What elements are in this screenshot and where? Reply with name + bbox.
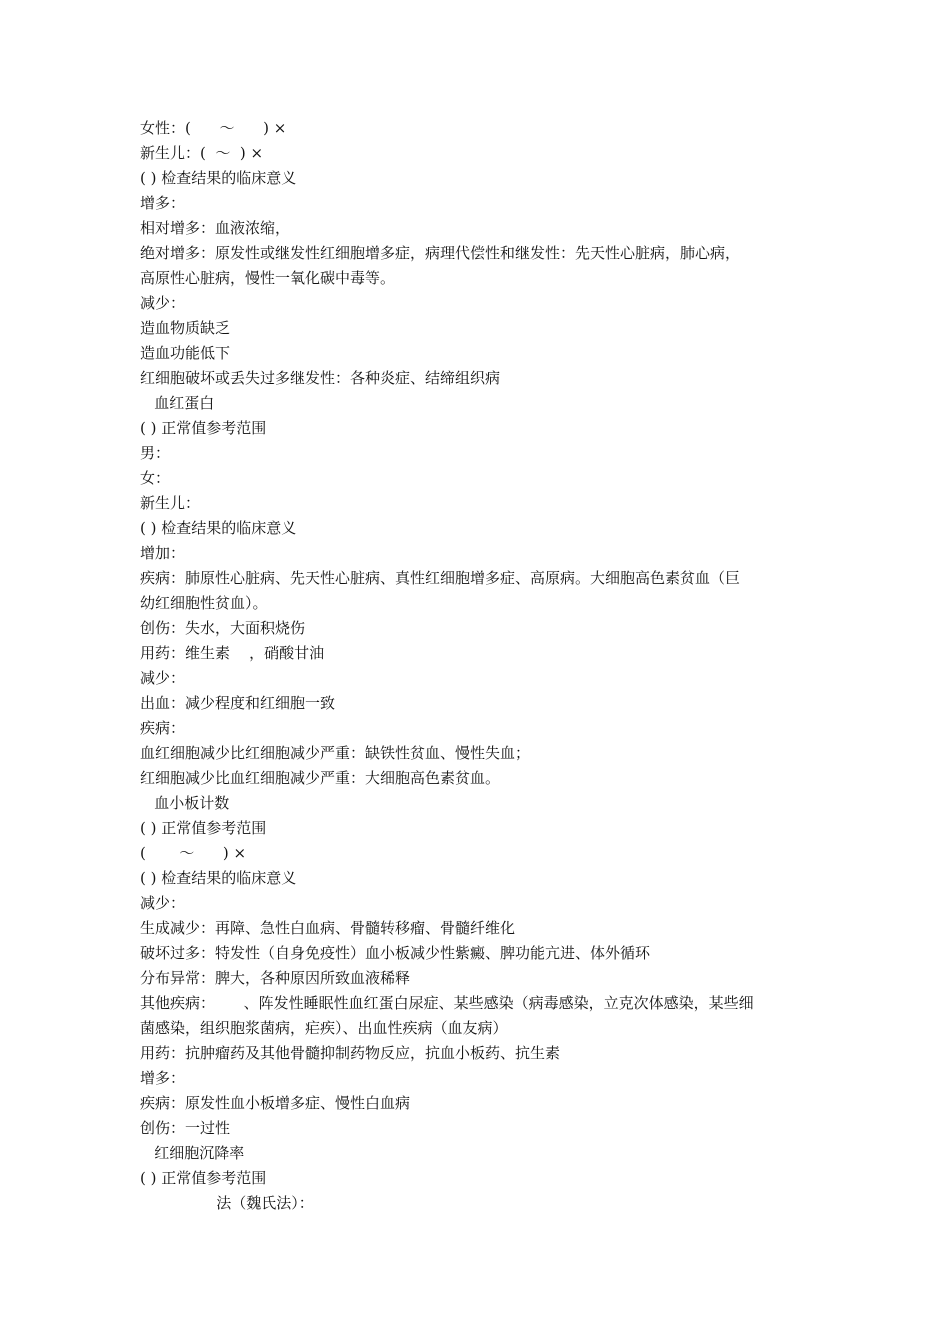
document-body [140, 116, 820, 1216]
text-line: 减少： [140, 894, 186, 912]
text-line: 减少： [140, 294, 186, 312]
text-line: 创伤：失水，大面积烧伤 [140, 619, 306, 637]
text-line: 法（魏氏法）： [140, 1194, 314, 1212]
text-line: 绝对增多：原发性或继发性红细胞增多症，病理代偿性和继发性：先天性心脏病，肺心病， [140, 244, 741, 262]
text-line: 红细胞减少比血红细胞减少严重：大细胞高色素贫血。 [140, 769, 501, 787]
text-line: 女： [140, 469, 171, 487]
text-line: 女性：( ～ ) × [140, 119, 287, 137]
text-line: ( ) 正常值参考范围 [140, 819, 267, 837]
text-line: ( ) 检查结果的临床意义 [140, 519, 297, 537]
section-heading: 血小板计数 [140, 794, 230, 812]
text-line: 生成减少：再障、急性白血病、骨髓转移瘤、骨髓纤维化 [140, 919, 516, 937]
text-line: 创伤：一过性 [140, 1119, 231, 1137]
text-line: 红细胞破坏或丢失过多继发性：各种炎症、结缔组织病 [140, 369, 501, 387]
text-line: 血红细胞减少比红细胞减少严重：缺铁性贫血、慢性失血； [140, 744, 531, 762]
text-line: 幼红细胞性贫血）。 [140, 594, 268, 612]
text-line: ( ) 正常值参考范围 [140, 1169, 267, 1187]
text-line: 增加： [140, 544, 186, 562]
text-line: ( ) 检查结果的临床意义 [140, 869, 297, 887]
text-line: 破坏过多：特发性（自身免疫性）血小板减少性紫癜、脾功能亢进、体外循环 [140, 944, 651, 962]
text-line: 男： [140, 444, 171, 462]
text-line: ( ) 正常值参考范围 [140, 419, 267, 437]
text-line: ( ～ ) × [140, 844, 247, 862]
text-line: 疾病：肺原性心脏病、先天性心脏病、真性红细胞增多症、高原病。大细胞高色素贫血（巨 [140, 569, 741, 587]
text-line: 增多： [140, 194, 186, 212]
text-line: 疾病：原发性血小板增多症、慢性白血病 [140, 1094, 411, 1112]
text-line: ( ) 检查结果的临床意义 [140, 169, 297, 187]
text-line: 增多： [140, 1069, 186, 1087]
text-line: 疾病： [140, 719, 186, 737]
text-line: 出血：减少程度和红细胞一致 [140, 694, 336, 712]
section-heading: 血红蛋白 [140, 394, 215, 412]
text-line: 新生儿：( ～ ) × [140, 144, 264, 162]
text-line: 相对增多：血液浓缩， [140, 219, 291, 237]
text-line: 用药：维生素 ，硝酸甘油 [140, 644, 325, 662]
text-line: 其他疾病： 、阵发性睡眠性血红蛋白尿症、某些感染（病毒感染，立克次体感染，某些细 [140, 994, 754, 1012]
section-heading: 红细胞沉降率 [140, 1144, 245, 1162]
text-line: 减少： [140, 669, 186, 687]
text-line: 分布异常：脾大，各种原因所致血液稀释 [140, 969, 411, 987]
text-line: 用药：抗肿瘤药及其他骨髓抑制药物反应，抗血小板药、抗生素 [140, 1044, 561, 1062]
text-line: 造血功能低下 [140, 344, 231, 362]
text-line: 菌感染，组织胞浆菌病，疟疾）、出血性疾病（血友病） [140, 1019, 508, 1037]
text-line: 新生儿： [140, 494, 201, 512]
text-line: 造血物质缺乏 [140, 319, 231, 337]
text-line: 高原性心脏病，慢性一氧化碳中毒等。 [140, 269, 396, 287]
